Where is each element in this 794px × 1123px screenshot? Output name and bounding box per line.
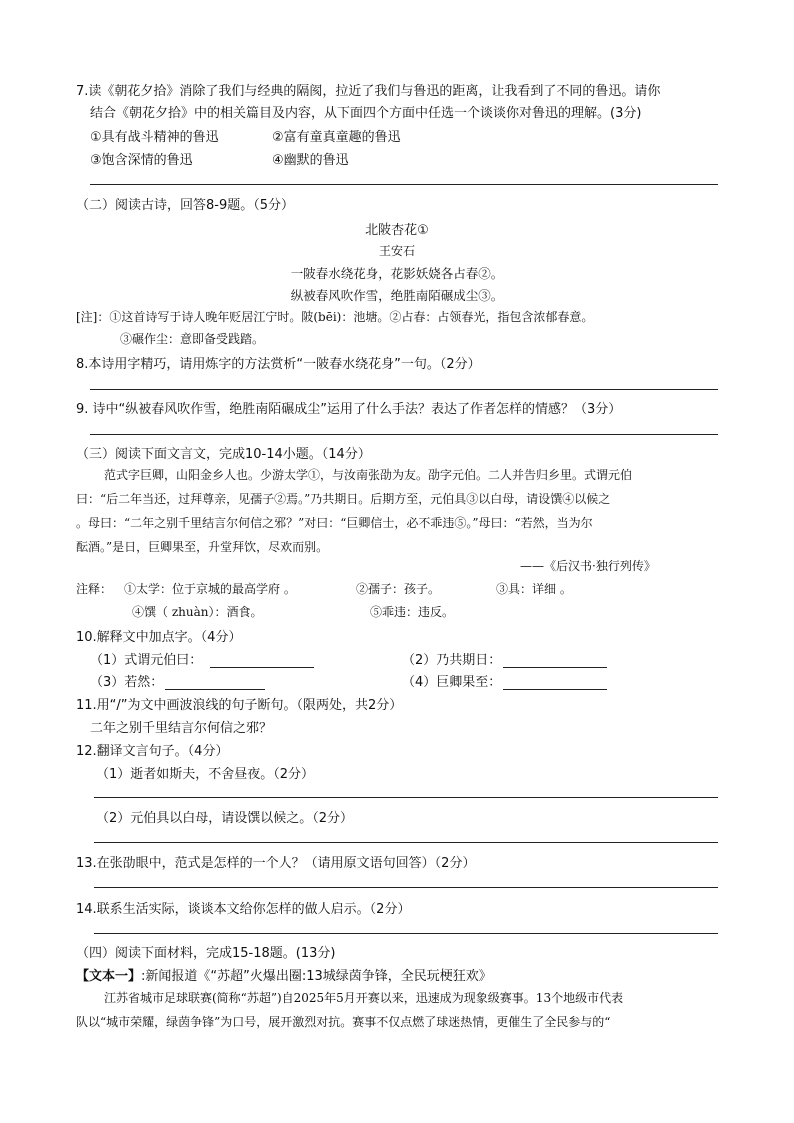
- answer-line-q7[interactable]: [90, 184, 718, 185]
- passage-source: ——《后汉书·独行列传》: [520, 559, 656, 573]
- passage-line-2: 曰：“后二年当还，过拜尊亲，见孺子②焉。”乃共期日。后期方至，元伯具③以白母，请设馔④以候之: [76, 492, 611, 506]
- q14-text: 14.联系生活实际，谈谈本文给你怎样的做人启示。（2分）: [76, 902, 411, 917]
- q12-text: 12.翻译文言句子。（4分）: [76, 744, 229, 759]
- poem-line-2: 纵被春风吹作雪，绝胜南陌碾成尘③。: [290, 288, 504, 303]
- answer-line-q12-2[interactable]: [94, 842, 718, 843]
- poem-note-1: [注]：①这首诗写于诗人晚年贬居江宁时。陂(bēi)：池塘。②占春：占领春光，指包含浓郁春意。: [76, 310, 594, 324]
- q10-blank-4[interactable]: [503, 675, 607, 690]
- passage-line-1: 范式字巨卿，山阳金乡人也。少游太学①，与汝南张劭为友。劭字元伯。二人并告归乡里。式谓元伯: [104, 468, 633, 482]
- section4-heading: （四）阅读下面材料，完成15-18题。(13分): [76, 946, 336, 961]
- text1-para-line-1: 江苏省城市足球联赛(简称“苏超”)自2025年5月开赛以来，迅速成为现象级赛事。13个地级市代表: [104, 991, 624, 1005]
- q10-blank-2[interactable]: [503, 653, 607, 668]
- notes-label: 注释：: [76, 582, 113, 596]
- q11-text: 11.用“/”为文中画波浪线的句子断句。（限两处，共2分）: [76, 698, 403, 713]
- text1-label: 【文本一】: [76, 969, 142, 984]
- q10-item-2: （2）乃共期日：: [402, 649, 607, 668]
- passage-line-4: 酝酒。”是日，巨卿果至，升堂拜饮，尽欢而别。: [76, 540, 329, 554]
- q7-line1: 7.读《朝花夕拾》消除了我们与经典的隔阂，拉近了我们与鲁迅的距离，让我看到了不同的鲁迅。请你: [76, 84, 661, 99]
- poem-author: 王安石: [378, 244, 415, 258]
- poem-note-2: ③碾作尘：意即备受践踏。: [120, 332, 265, 346]
- q11-sentence: 二年之别千里结言尔何信之邪？: [90, 721, 273, 736]
- q7-option-3: ③饱含深情的鲁迅: [90, 153, 193, 168]
- answer-line-q13[interactable]: [94, 887, 718, 888]
- q10-item-1: （1）式谓元伯曰：: [90, 649, 314, 668]
- q10-blank-3[interactable]: [165, 675, 265, 690]
- section2-heading: （二）阅读古诗，回答8-9题。（5分）: [76, 198, 295, 213]
- answer-line-q12-1[interactable]: [94, 797, 718, 798]
- text1-para-line-2: 队以“城市荣耀，绿茵争锋”为口号，展开激烈对抗。赛事不仅点燃了球迷热情，更催生了全民参与的“: [76, 1015, 611, 1029]
- q10-item-3: （3）若然：: [90, 671, 265, 690]
- q7-option-4: ④幽默的鲁迅: [272, 153, 349, 168]
- note-guaiwei: ⑤乖违：违反。: [370, 605, 455, 619]
- q7-option-1: ①具有战斗精神的鲁迅: [90, 130, 219, 145]
- text1-title: :新闻报道《“苏超”火爆出圈:13城绿茵争锋，全民玩梗狂欢》: [141, 969, 492, 984]
- text1-heading: [76, 965, 492, 984]
- poem-title: 北陂杏花①: [365, 223, 429, 238]
- answer-line-q14[interactable]: [94, 933, 718, 934]
- q7-option-2: ②富有童真童趣的鲁迅: [272, 130, 401, 145]
- q10-item-4: （4）巨卿果至：: [402, 671, 607, 690]
- q10-blank-1[interactable]: [210, 653, 314, 668]
- note-ruzi: ②孺子：孩子。: [356, 582, 441, 596]
- section3-heading: （三）阅读下面文言文，完成10-14小题。（14分）: [76, 447, 371, 462]
- note-taixue: ①太学：位于京城的最高学府 。: [124, 582, 296, 596]
- q12-item-1: （1）逝者如斯夫，不舍昼夜。（2分）: [96, 767, 315, 782]
- q10-text: 10.解释文中加点字。（4分）: [76, 630, 242, 645]
- q8-text: 8.本诗用字精巧，请用炼字的方法赏析“一陂春水绕花身”一句。（2分）: [76, 357, 481, 372]
- passage-line-3: 。母曰：“二年之别千里结言尔何信之邪？”对曰：“巨卿信士，必不乖违⑤。”母曰：“若然，当为尔: [76, 516, 593, 530]
- note-ju: ③具：详细 。: [496, 582, 572, 596]
- q7-line2: 结合《朝花夕拾》中的相关篇目及内容，从下面四个方面中任选一个谈谈你对鲁迅的理解。(3分): [90, 106, 642, 121]
- q13-text: 13.在张劭眼中，范式是怎样的一个人？（请用原文语句回答）（2分）: [76, 856, 476, 871]
- note-zhuan: ④馔（ zhuàn）：酒食。: [132, 605, 263, 619]
- answer-line-q8[interactable]: [90, 389, 718, 390]
- q12-item-2: （2）元伯具以白母，请设馔以候之。（2分）: [96, 811, 354, 826]
- poem-line-1: 一陂春水绕花身，花影妖娆各占春②。: [290, 266, 504, 281]
- answer-line-q9[interactable]: [90, 434, 718, 435]
- q9-text: 9. 诗中“纵被春风吹作雪，绝胜南陌碾成尘”运用了什么手法？表达了作者怎样的情感？（3分）: [76, 402, 622, 417]
